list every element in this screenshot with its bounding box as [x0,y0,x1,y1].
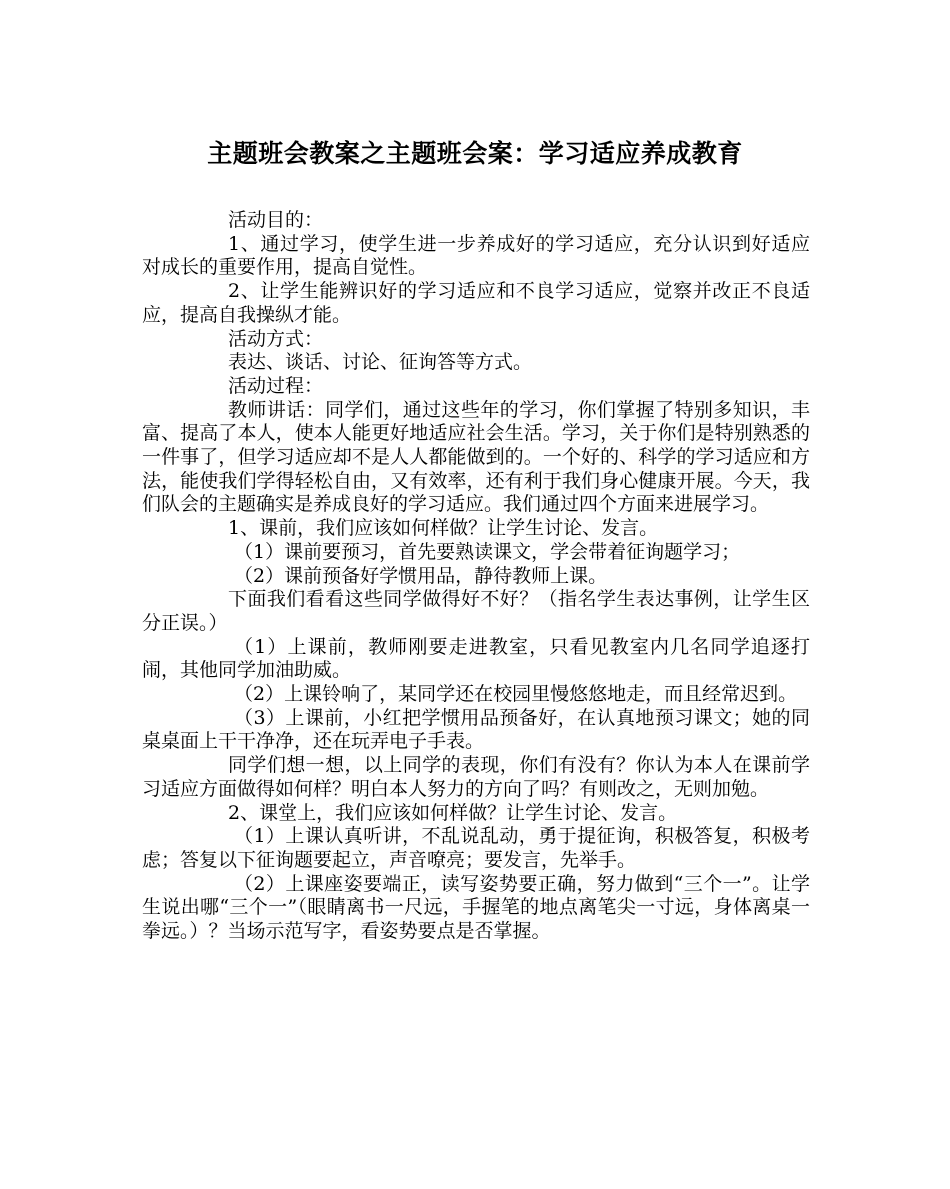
paragraph-p13: （2）上课铃响了，某同学还在校园里慢悠悠地走，而且经常迟到。 [234,683,798,706]
paragraph-p7: 教师讲话：同学们，通过这些年的学习，你们掌握了特别多知识，丰富、提高了本人，使本人能更好地适应社会生活。学习，关于你们是特别熟悉的一件事了，但学习适应却不是人人都能做到的。一个好的、科学的学习适应和方法，能使我们学得轻松自由，又有效率，还有利于我们身心健康开展。今天，我们队会的主题确实是养成良好的学习适应。我们通过四个方面来进展学习。 [142,398,810,516]
paragraph-p1: 活动目的： [228,209,324,231]
paragraph-p14: （3）上课前，小红把学惯用品预备好，在认真地预习课文；她的同桌桌面上干干净净，还在玩弄电子手表。 [142,706,810,753]
paragraph-p3: 2、让学生能辨识好的学习适应和不良学习适应，觉察并改正不良适应，提高自我操纵才能。 [142,280,810,326]
paragraph-p17: （1）上课认真听讲，不乱说乱动，勇于提征询，积极答复，积极考虑；答复以下征询题要起立，声音嘹亮；要发言，先举手。 [142,825,810,871]
paragraph-p9: （1）课前要预习，首先要熟读课文，学会带着征询题学习； [234,540,741,563]
paragraph-p15: 同学们想一想，以上同学的表现，你们有没有？你认为本人在课前学习适应方面做得如何样？明白本人努力的方向了吗？有则改之，无则加勉。 [142,754,810,800]
paragraph-p12: （1）上课前，教师刚要走进教室，只看见教室内几名同学追逐打闹，其他同学加油助威。 [142,635,810,682]
document-title: 主题班会教案之主题班会案：学习适应养成教育 [207,139,743,168]
paragraph-p6: 活动过程： [228,374,324,397]
paragraph-p2: 1、通过学习，使学生进一步养成好的学习适应，充分认识到好适应对成长的重要作用，提高自觉性。 [142,232,810,279]
paragraph-p5: 表达、谈话、讨论、征询答等方式。 [228,351,533,374]
paragraph-p16: 2、课堂上，我们应该如何样做？让学生讨论、发言。 [228,801,678,824]
paragraph-p11: 下面我们看看这些同学做得好不好？（指名学生表达事例，让学生区分正误。） [142,588,810,634]
document-body [142,209,810,944]
paragraph-p8: 1、课前，我们应该如何样做？让学生讨论、发言。 [228,517,659,540]
paragraph-p4: 活动方式： [228,327,324,350]
paragraph-p10: （2）课前预备好学惯用品，静待教师上课。 [234,564,608,587]
paragraph-p18: （2）上课座姿要端正，读写姿势要正确，努力做到“三个一”。让学生说出哪“三个一”（眼睛离书一尺远，手握笔的地点离笔尖一寸远，身体离桌一拳远。）？当场示范写字，看姿势要点是否掌握。 [142,872,810,943]
